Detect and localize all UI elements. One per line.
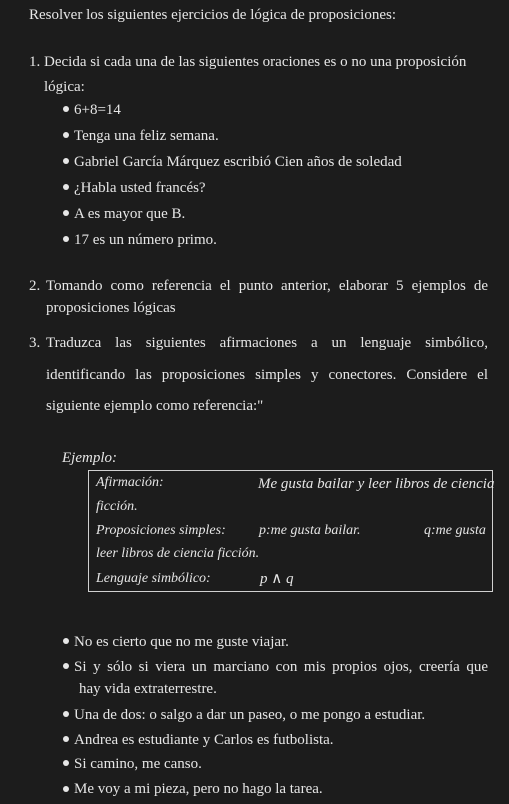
q1-number: 1. [29, 54, 41, 70]
statement-5: Si camino, me canso. [74, 756, 202, 772]
page-heading: Resolver los siguientes ejercicios de lógica de proposiciones: [29, 7, 396, 23]
example-p-proposition [259, 522, 361, 541]
q1-item-3: Gabriel García Márquez escribió Cien años de soledad [74, 154, 402, 170]
example-simbolico-value: p ∧ q [260, 571, 294, 587]
q3-text-line3: siguiente ejemplo como referencia:" [46, 398, 264, 414]
q1-text-line2: lógica: [44, 79, 85, 95]
p-variable: p: [259, 523, 271, 538]
q-text: me gusta [435, 523, 486, 538]
bullet-icon [63, 786, 69, 792]
q1-item-6: 17 es un número primo. [74, 232, 217, 248]
statement-6: Me voy a mi pieza, pero no hago la tarea. [74, 781, 323, 797]
bullet-icon [63, 184, 69, 190]
q1-item-2: Tenga una feliz semana. [74, 128, 219, 144]
example-afirmacion-label: Afirmación: [96, 475, 164, 490]
example-label: Ejemplo: [62, 450, 117, 466]
q3-text-line1: Traduzca las siguientes afirmaciones a un lenguaje simbólico, [46, 335, 488, 351]
statement-1: No es cierto que no me guste viajar. [74, 634, 289, 650]
bullet-icon [63, 236, 69, 242]
q1-item-5: A es mayor que B. [74, 206, 186, 222]
p-text: me gusta bailar. [270, 523, 361, 538]
statement-2-cont: hay vida extraterrestre. [79, 681, 217, 697]
statement-3: Una de dos: o salgo a dar un paseo, o me pongo a estudiar. [74, 707, 426, 723]
q2-number: 2. [29, 278, 41, 294]
bullet-icon [63, 106, 69, 112]
bullet-icon [63, 736, 69, 742]
q1-text-line1: Decida si cada una de las siguientes oraciones es o no una proposición [44, 54, 467, 70]
bullet-icon [63, 760, 69, 766]
q1-item-4: ¿Habla usted francés? [74, 180, 206, 196]
q3-text-line2: identificando las proposiciones simples y conectores. Considere el [46, 367, 488, 383]
example-afirmacion-text-cont: ficción. [96, 499, 138, 514]
bullet-icon [63, 158, 69, 164]
q2-text-line1: Tomando como referencia el punto anterior, elaborar 5 ejemplos de [46, 278, 488, 294]
statement-4: Andrea es estudiante y Carlos es futbolista. [74, 732, 334, 748]
bullet-icon [63, 638, 69, 644]
example-q-proposition [424, 522, 486, 541]
bullet-icon [63, 132, 69, 138]
example-simples-label: Proposiciones simples: [96, 523, 226, 538]
q2-text-line2: proposiciones lógicas [46, 300, 176, 316]
bullet-icon [63, 711, 69, 717]
q-variable: q: [424, 523, 436, 538]
example-afirmacion-text: Me gusta bailar y leer libros de ciencia [258, 476, 495, 492]
example-simbolico-label: Lenguaje simbólico: [96, 571, 211, 586]
q3-number: 3. [29, 335, 41, 351]
bullet-icon [63, 663, 69, 669]
statement-2: Si y sólo si viera un marciano con mis propios ojos, creería que [74, 659, 488, 675]
bullet-icon [63, 210, 69, 216]
example-q-text-cont: leer libros de ciencia ficción. [96, 546, 260, 561]
q1-item-1: 6+8=14 [74, 102, 121, 118]
